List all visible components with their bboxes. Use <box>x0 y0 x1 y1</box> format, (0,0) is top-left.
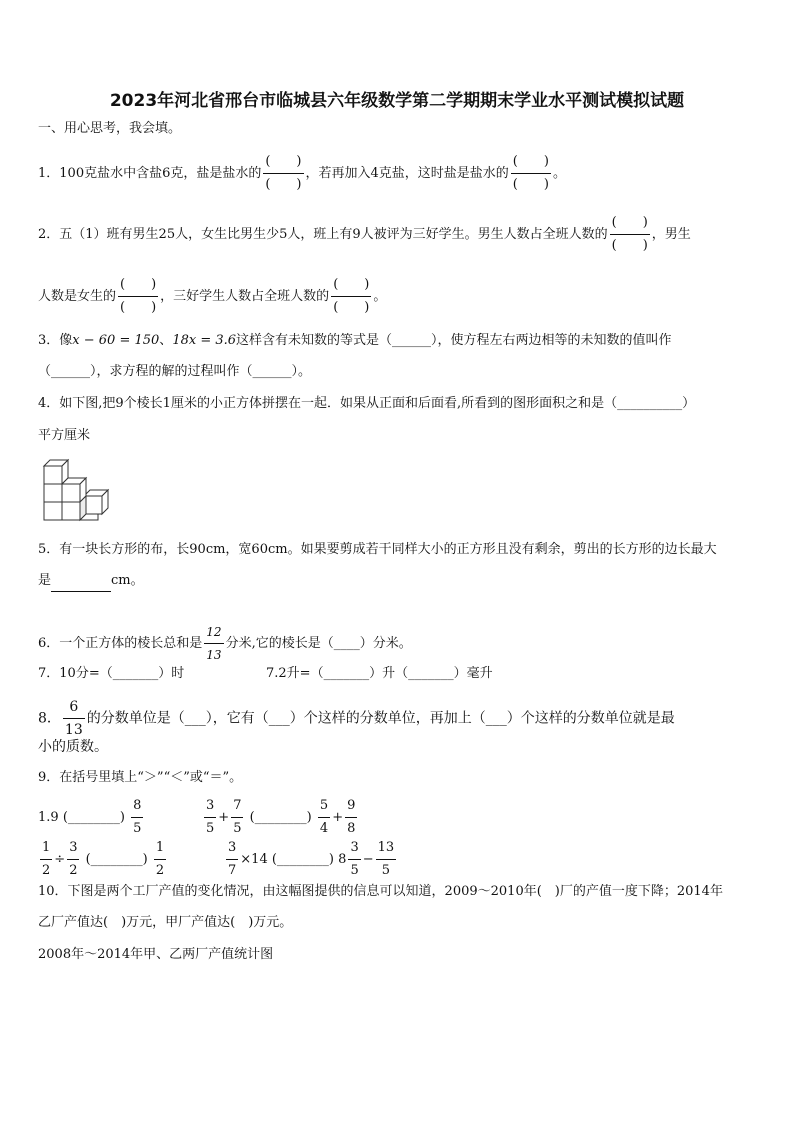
q2-text-a: 2．五（1）班有男生25人，女生比男生少5人，班上有9人被评为三好学生。男生人数占全班人数的 <box>38 227 608 242</box>
q9-compare-blank-3[interactable]: (________) <box>85 852 148 867</box>
question-5-line-2 <box>38 571 144 592</box>
q1-fraction-blank-2[interactable]: $\frac{( )}{( )}$ <box>512 154 549 192</box>
q6-fraction: $\frac{12}{13}$ <box>206 625 222 662</box>
question-5-line-1: 5．有一块长方形的布，长90cm，宽60cm。如果要剪成若干同样大小的正方形且没有剩余，剪出的长方形的边长最大 <box>38 542 717 557</box>
q9-compare-blank-2[interactable]: (________) <box>249 810 312 825</box>
q8-fraction: $\frac{6}{13}$ <box>64 699 83 738</box>
question-10-line-2: 乙厂产值达( )万元，甲厂产值达( )万元。 <box>38 915 293 930</box>
q9-fraction-3-2: $\frac{3}{2}$ <box>69 840 78 878</box>
q2-fraction-blank-3[interactable]: $\frac{( )}{( )}$ <box>333 277 370 315</box>
q9-fraction-9-8: $\frac{9}{8}$ <box>347 798 356 836</box>
q6-text-b: 分米,它的棱长是（____）分米。 <box>225 636 412 651</box>
q2-fraction-blank-2[interactable]: $\frac{( )}{( )}$ <box>120 277 157 315</box>
minus-sign: − <box>362 852 374 867</box>
question-3-line-2: （______），求方程的解的过程叫作（______）。 <box>38 364 312 379</box>
q2-text-d: ，三好学生人数占全班人数的 <box>160 289 330 304</box>
q5-text-c: cm。 <box>111 573 144 588</box>
q9-value-1-9: 1.9 <box>38 810 59 825</box>
divide-sign: ÷ <box>54 852 66 867</box>
q9-compare-blank-4[interactable]: (________) <box>271 852 335 867</box>
q3-equation-1: x − 60 = 150 <box>72 333 160 348</box>
q9-times-14: ×14 <box>240 852 268 867</box>
question-3-line-1 <box>38 331 672 351</box>
q9-fraction-1-2: $\frac{1}{2}$ <box>42 840 51 878</box>
q3-separator: 、 <box>159 333 173 348</box>
q2-fraction-blank-1[interactable]: $\frac{( )}{( )}$ <box>611 215 648 253</box>
q9-fraction-5-4: $\frac{5}{4}$ <box>319 798 329 836</box>
q9-fraction-8-5: $\frac{8}{5}$ <box>133 798 142 836</box>
q9-row-1-left <box>38 796 145 839</box>
q5-answer-blank[interactable] <box>51 571 111 592</box>
q2-text-e: 。 <box>373 289 387 304</box>
q9-mixed-whole: 8 <box>338 852 347 867</box>
question-7-part-b: 7.2升=（_______）升（_______）毫升 <box>266 666 493 681</box>
q5-text-b: 是 <box>38 573 52 588</box>
q1-text-c: 。 <box>552 166 566 181</box>
page-title: 2023年河北省邢台市临城县六年级数学第二学期期末学业水平测试模拟试题 <box>109 91 685 111</box>
q9-fraction-7-5: $\frac{7}{5}$ <box>233 798 242 836</box>
q3-text-b: 这样含有未知数的等式是（______），使方程左右两边相等的未知数的值叫作 <box>236 333 672 348</box>
q9-compare-blank-1[interactable]: (________) <box>62 810 125 825</box>
question-8-line-2: 小的质数。 <box>38 739 108 755</box>
q9-fraction-1-2-b: $\frac{1}{2}$ <box>155 840 165 878</box>
q3-equation-2: 18x = 3.6 <box>172 333 237 348</box>
question-7-part-a: 7．10分=（_______）时 <box>38 666 185 681</box>
q3-text-a: 3．像 <box>38 333 73 348</box>
q1-fraction-blank-1[interactable]: $\frac{( )}{( )}$ <box>265 154 302 192</box>
q6-text-a: 6．一个正方体的棱长总和是 <box>38 636 203 651</box>
q9-fraction-3-7: $\frac{3}{7}$ <box>228 840 237 878</box>
question-10-line-1: 10．下图是两个工厂产值的变化情况，由这幅图提供的信息可以知道，2009～2010年( )厂的产值一度下降；2014年 <box>38 884 723 899</box>
q9-fraction-3-5: $\frac{3}{5}$ <box>206 798 215 836</box>
plus-sign: + <box>332 810 344 825</box>
section-heading: 一、用心思考，我会填。 <box>38 121 182 136</box>
q8-text-a: 8． <box>38 710 61 727</box>
q9-row-2-left <box>38 838 168 881</box>
question-2-line-2 <box>38 275 386 318</box>
question-9-prompt: 9．在括号里填上“＞”“＜”或“＝”。 <box>38 770 243 785</box>
q9-row-1-right <box>202 796 359 839</box>
question-4-line-1: 4．如下图,把9个棱长1厘米的小正方体拼摆在一起．如果从正面和后面看,所看到的图形面积之和是（__________） <box>38 396 696 411</box>
q2-text-b: ，男生 <box>651 227 691 242</box>
chart-caption: 2008年～2014年甲、乙两厂产值统计图 <box>38 947 274 962</box>
question-6 <box>38 622 412 665</box>
question-4-line-2: 平方厘米 <box>38 428 91 443</box>
plus-sign: + <box>218 810 230 825</box>
q2-text-c: 人数是女生的 <box>38 289 117 304</box>
q9-fraction-3-5-b: $\frac{3}{5}$ <box>350 840 359 878</box>
q1-text-b: ，若再加入4克盐，这时盐是盐水的 <box>305 166 509 181</box>
q9-row-2-right <box>224 838 398 881</box>
question-1 <box>38 152 566 195</box>
q9-fraction-13-5: $\frac{13}{5}$ <box>377 840 395 878</box>
question-2-line-1 <box>38 213 691 256</box>
q1-text-a: 1．100克盐水中含盐6克，盐是盐水的 <box>38 166 262 181</box>
cube-stack-figure <box>40 452 116 524</box>
q8-text-b: 的分数单位是（___），它有（___）个这样的分数单位，再加上（___）个这样的分数单位就是最 <box>86 710 675 727</box>
question-8-line-1 <box>38 697 675 740</box>
